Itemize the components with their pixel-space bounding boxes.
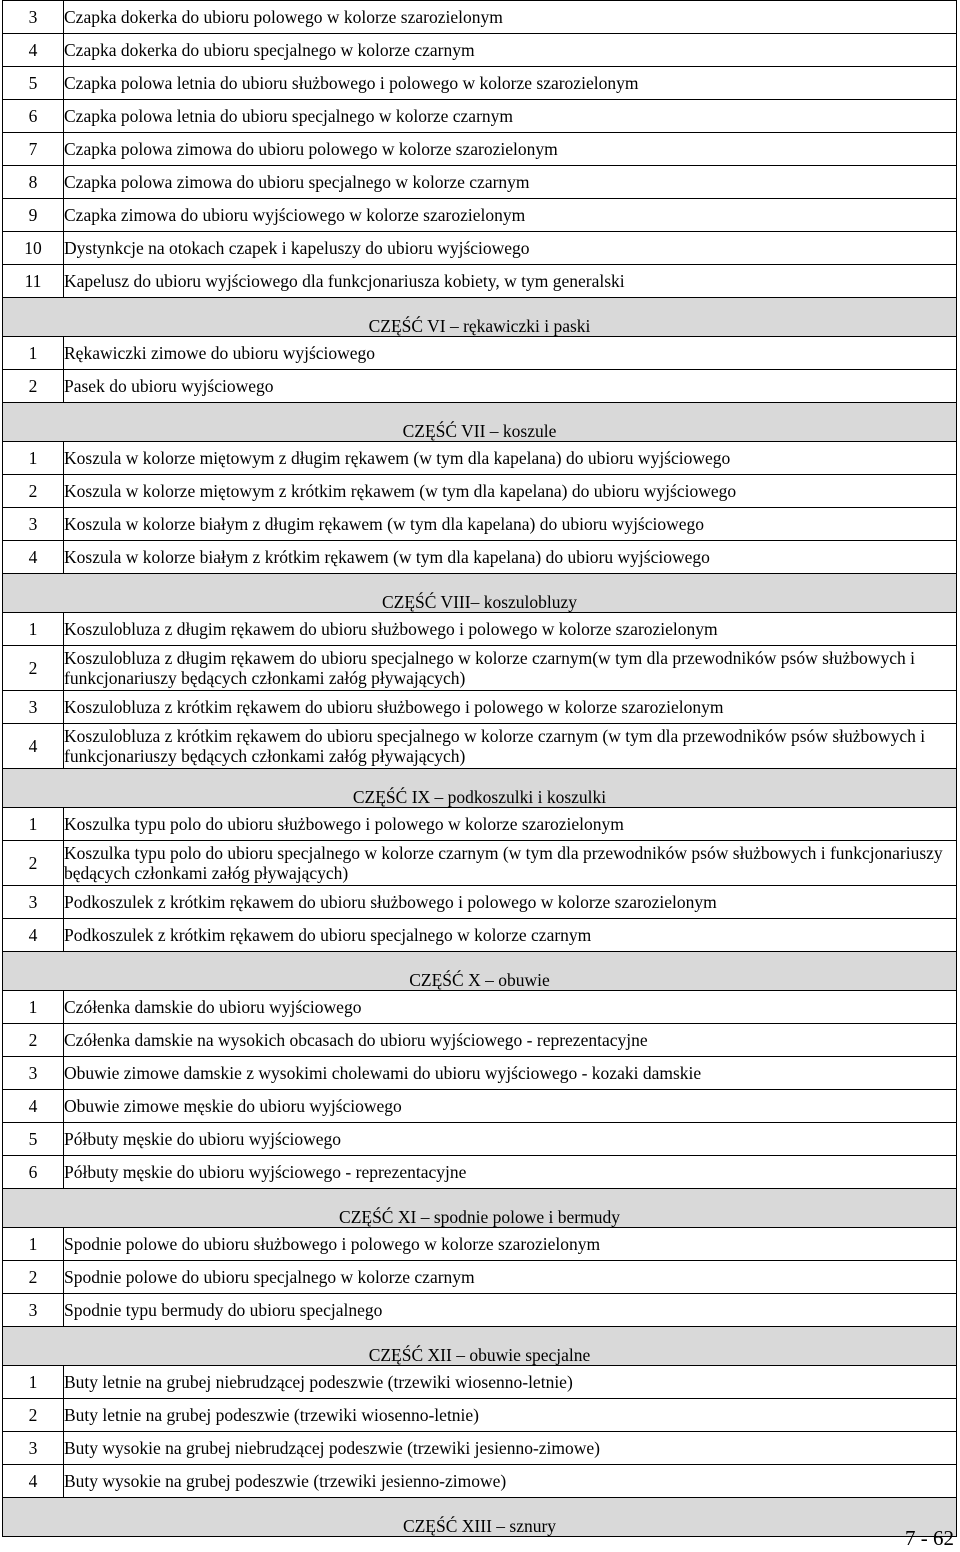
- section-heading: CZĘŚĆ X – obuwie: [3, 952, 957, 991]
- section-heading-row: [3, 1498, 957, 1537]
- table-row: [3, 613, 957, 646]
- item-description: Koszulobluza z długim rękawem do ubioru służbowego i polowego w kolorze szarozielonym: [64, 613, 957, 646]
- page-number: 7 - 62: [905, 1526, 954, 1550]
- item-description: Czapka polowa letnia do ubioru służbowego i polowego w kolorze szarozielonym: [64, 67, 957, 100]
- item-description: Buty letnie na grubej niebrudzącej podeszwie (trzewiki wiosenno-letnie): [64, 1366, 957, 1399]
- item-description: Półbuty męskie do ubioru wyjściowego - reprezentacyjne: [64, 1156, 957, 1189]
- item-number: 9: [3, 199, 64, 232]
- table-row: [3, 1261, 957, 1294]
- item-description: Koszula w kolorze białym z krótkim rękawem (w tym dla kapelana) do ubioru wyjściowego: [64, 541, 957, 574]
- section-heading-row: [3, 298, 957, 337]
- item-number: 2: [3, 841, 64, 886]
- table-row: [3, 1366, 957, 1399]
- item-number: 3: [3, 886, 64, 919]
- table-row: [3, 1123, 957, 1156]
- item-number: 11: [3, 265, 64, 298]
- item-number: 4: [3, 724, 64, 769]
- item-number: 1: [3, 442, 64, 475]
- item-description: Czapka polowa zimowa do ubioru specjalnego w kolorze czarnym: [64, 166, 957, 199]
- item-number: 1: [3, 1228, 64, 1261]
- item-description: Koszula w kolorze białym z długim rękawem (w tym dla kapelana) do ubioru wyjściowego: [64, 508, 957, 541]
- item-number: 2: [3, 1261, 64, 1294]
- table-row: [3, 1432, 957, 1465]
- item-description: Koszulka typu polo do ubioru służbowego i polowego w kolorze szarozielonym: [64, 808, 957, 841]
- item-description: Czapka dokerka do ubioru polowego w kolorze szarozielonym: [64, 1, 957, 34]
- item-number: 7: [3, 133, 64, 166]
- table-row: [3, 100, 957, 133]
- table-row: [3, 724, 957, 769]
- table-row: [3, 1057, 957, 1090]
- section-heading-row: [3, 769, 957, 808]
- table-row: [3, 508, 957, 541]
- table-row: [3, 991, 957, 1024]
- item-number: 3: [3, 691, 64, 724]
- section-heading: CZĘŚĆ VI – rękawiczki i paski: [3, 298, 957, 337]
- table-body: [3, 1, 957, 1537]
- item-description: Buty wysokie na grubej niebrudzącej podeszwie (trzewiki jesienno-zimowe): [64, 1432, 957, 1465]
- item-description: Koszulobluza z długim rękawem do ubioru specjalnego w kolorze czarnym(w tym dla przewodników psów służbowych i funkcjonariuszy będących członkami załóg pływających): [64, 646, 957, 691]
- table-row: [3, 646, 957, 691]
- table-row: [3, 133, 957, 166]
- item-number: 2: [3, 475, 64, 508]
- section-heading: CZĘŚĆ VII – koszule: [3, 403, 957, 442]
- item-description: Czapka polowa letnia do ubioru specjalnego w kolorze czarnym: [64, 100, 957, 133]
- table-row: [3, 34, 957, 67]
- table-row: [3, 1156, 957, 1189]
- item-description: Spodnie polowe do ubioru specjalnego w kolorze czarnym: [64, 1261, 957, 1294]
- item-description: Buty wysokie na grubej podeszwie (trzewiki jesienno-zimowe): [64, 1465, 957, 1498]
- section-heading-row: [3, 574, 957, 613]
- item-description: Buty letnie na grubej podeszwie (trzewiki wiosenno-letnie): [64, 1399, 957, 1432]
- section-heading-row: [3, 403, 957, 442]
- item-description: Pasek do ubioru wyjściowego: [64, 370, 957, 403]
- item-description: Koszulka typu polo do ubioru specjalnego w kolorze czarnym (w tym dla przewodników psów służbowych i funkcjonariuszy będących członkami załóg pływających): [64, 841, 957, 886]
- table-row: [3, 337, 957, 370]
- item-description: Koszulobluza z krótkim rękawem do ubioru służbowego i polowego w kolorze szarozielonym: [64, 691, 957, 724]
- item-number: 4: [3, 1465, 64, 1498]
- item-number: 3: [3, 1057, 64, 1090]
- item-number: 5: [3, 67, 64, 100]
- item-number: 2: [3, 646, 64, 691]
- item-description: Koszulobluza z krótkim rękawem do ubioru specjalnego w kolorze czarnym (w tym dla przewodników psów służbowych i funkcjonariuszy będących członkami załóg pływających): [64, 724, 957, 769]
- item-number: 4: [3, 34, 64, 67]
- section-heading: CZĘŚĆ IX – podkoszulki i koszulki: [3, 769, 957, 808]
- item-number: 1: [3, 337, 64, 370]
- table-row: [3, 232, 957, 265]
- table-row: [3, 67, 957, 100]
- item-number: 1: [3, 991, 64, 1024]
- section-heading-row: [3, 952, 957, 991]
- table-row: [3, 166, 957, 199]
- item-description: Koszula w kolorze miętowym z długim rękawem (w tym dla kapelana) do ubioru wyjściowego: [64, 442, 957, 475]
- table-row: [3, 1294, 957, 1327]
- item-description: Półbuty męskie do ubioru wyjściowego: [64, 1123, 957, 1156]
- section-heading: CZĘŚĆ XIII – sznury: [3, 1498, 957, 1537]
- item-number: 2: [3, 1399, 64, 1432]
- item-number: 6: [3, 1156, 64, 1189]
- item-number: 6: [3, 100, 64, 133]
- table-row: [3, 808, 957, 841]
- item-number: 4: [3, 541, 64, 574]
- table-row: [3, 1024, 957, 1057]
- item-description: Koszula w kolorze miętowym z krótkim rękawem (w tym dla kapelana) do ubioru wyjściowego: [64, 475, 957, 508]
- item-description: Spodnie typu bermudy do ubioru specjalnego: [64, 1294, 957, 1327]
- table-row: [3, 442, 957, 475]
- item-number: 2: [3, 370, 64, 403]
- table-row: [3, 1228, 957, 1261]
- item-number: 3: [3, 1294, 64, 1327]
- item-description: Spodnie polowe do ubioru służbowego i polowego w kolorze szarozielonym: [64, 1228, 957, 1261]
- table-row: [3, 541, 957, 574]
- item-number: 4: [3, 919, 64, 952]
- table-row: [3, 1, 957, 34]
- item-number: 10: [3, 232, 64, 265]
- table-row: [3, 1465, 957, 1498]
- item-description: Czółenka damskie na wysokich obcasach do ubioru wyjściowego - reprezentacyjne: [64, 1024, 957, 1057]
- item-number: 1: [3, 613, 64, 646]
- table-row: [3, 886, 957, 919]
- item-number: 5: [3, 1123, 64, 1156]
- item-description: Obuwie zimowe męskie do ubioru wyjściowego: [64, 1090, 957, 1123]
- table-row: [3, 199, 957, 232]
- item-description: Kapelusz do ubioru wyjściowego dla funkcjonariusza kobiety, w tym generalski: [64, 265, 957, 298]
- table-row: [3, 841, 957, 886]
- clothing-items-table: [2, 0, 957, 1537]
- item-description: Czapka zimowa do ubioru wyjściowego w kolorze szarozielonym: [64, 199, 957, 232]
- item-number: 3: [3, 1, 64, 34]
- section-heading: CZĘŚĆ VIII– koszulobluzy: [3, 574, 957, 613]
- section-heading: CZĘŚĆ XII – obuwie specjalne: [3, 1327, 957, 1366]
- table-row: [3, 1090, 957, 1123]
- item-number: 2: [3, 1024, 64, 1057]
- section-heading: CZĘŚĆ XI – spodnie polowe i bermudy: [3, 1189, 957, 1228]
- item-description: Czapka polowa zimowa do ubioru polowego w kolorze szarozielonym: [64, 133, 957, 166]
- table-row: [3, 370, 957, 403]
- item-number: 1: [3, 808, 64, 841]
- table-row: [3, 691, 957, 724]
- item-description: Czółenka damskie do ubioru wyjściowego: [64, 991, 957, 1024]
- item-number: 3: [3, 508, 64, 541]
- item-description: Rękawiczki zimowe do ubioru wyjściowego: [64, 337, 957, 370]
- table-row: [3, 265, 957, 298]
- item-description: Dystynkcje na otokach czapek i kapeluszy do ubioru wyjściowego: [64, 232, 957, 265]
- item-number: 8: [3, 166, 64, 199]
- table-row: [3, 475, 957, 508]
- item-number: 1: [3, 1366, 64, 1399]
- table-row: [3, 1399, 957, 1432]
- item-description: Czapka dokerka do ubioru specjalnego w kolorze czarnym: [64, 34, 957, 67]
- section-heading-row: [3, 1327, 957, 1366]
- item-description: Podkoszulek z krótkim rękawem do ubioru służbowego i polowego w kolorze szarozielonym: [64, 886, 957, 919]
- item-description: Podkoszulek z krótkim rękawem do ubioru specjalnego w kolorze czarnym: [64, 919, 957, 952]
- item-number: 4: [3, 1090, 64, 1123]
- item-number: 3: [3, 1432, 64, 1465]
- item-description: Obuwie zimowe damskie z wysokimi cholewami do ubioru wyjściowego - kozaki damskie: [64, 1057, 957, 1090]
- section-heading-row: [3, 1189, 957, 1228]
- table-row: [3, 919, 957, 952]
